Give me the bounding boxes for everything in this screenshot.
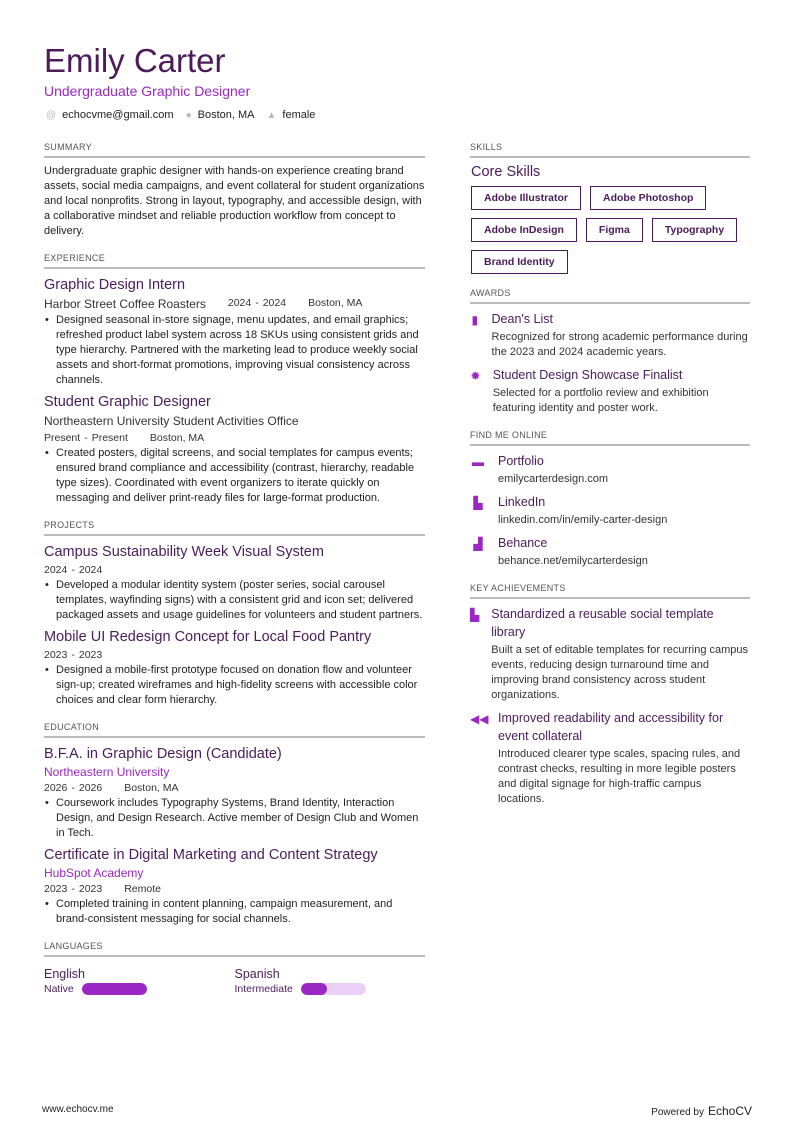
- entry-title: Student Graphic Designer: [44, 394, 211, 410]
- entry-bullet: • Coursework includes Typography Systems, Brand Identity, Interaction Design, and Design Research. Active member of Design Club and Women in Tech.: [45, 796, 425, 841]
- entry-title: Campus Sustainability Week Visual System: [44, 544, 324, 560]
- start-date: 2026: [44, 782, 68, 794]
- summary-section: [44, 142, 425, 239]
- skills-section: [470, 142, 750, 274]
- achievement-item: [470, 605, 750, 703]
- award-title: Student Design Showcase Finalist: [492, 368, 683, 382]
- summary-text: Undergraduate graphic designer with hands-on experience creating brand assets, social media campaigns, and event collateral for student organizations and local nonprofits. Strong in layout, typography, and accessible design, with a collaborative mindset and reliable production workflow from concept to delivery.: [44, 165, 425, 237]
- entry-bullet: • Designed seasonal in-store signage, menu updates, and email graphics; refreshed product label system across 18 SKUs using consistent grids and type hierarchy. Partnered with the marketing lead to produce weekly social assets and short-format promotions, improving visual consistency across channels.: [45, 313, 425, 388]
- email[interactable]: echocvme@gmail.com: [62, 109, 174, 121]
- skill-chip: Brand Identity: [471, 250, 568, 274]
- building-icon: ▮: [471, 313, 479, 327]
- section-heading: SKILLS: [470, 142, 750, 158]
- end-date: Present: [91, 432, 128, 444]
- award-item: [470, 366, 750, 416]
- location-pin-icon: ●: [185, 110, 192, 121]
- proficiency-fill: [82, 983, 147, 995]
- language-level: Intermediate: [234, 983, 293, 995]
- section-heading: KEY ACHIEVEMENTS: [470, 583, 750, 599]
- candidate-role: Undergraduate Graphic Designer: [44, 83, 251, 99]
- experience-entry: Student Graphic Designer Northeastern University Student Activities Office Present - Present Boston, MA • Created posters, digital screens, and social templates for campus events; ensured brand compliance and accessibility (contrast, hierarchy, readable type sizes). Coordinated with event organizers to iterate quickly on messaging and deliver print-ready files for large-format production.: [44, 392, 425, 506]
- footer-powered: [651, 1104, 752, 1118]
- end-date: 2026: [78, 782, 103, 794]
- language-level: Native: [44, 983, 74, 995]
- start-date: 2023: [44, 649, 68, 661]
- person-icon: ▲: [266, 110, 277, 121]
- language-item: [235, 963, 426, 995]
- at-icon: @: [46, 110, 57, 121]
- online-item: [470, 452, 750, 487]
- skill-chip: Typography: [652, 218, 737, 242]
- end-date: 2024: [262, 297, 287, 309]
- entry-bullet: • Developed a modular identity system (poster series, social carousel templates, wayfinding signs) with a consistent grid and icon set; delivered packaged assets and usage guidelines for volunteers and student partners.: [45, 578, 425, 623]
- brand-name: EchoCV: [707, 1104, 752, 1118]
- language-name: Spanish: [234, 967, 280, 981]
- section-heading: AWARDS: [470, 288, 750, 304]
- language-item: [44, 963, 235, 995]
- award-desc: Recognized for strong academic performance during the 2023 and 2024 academic years.: [491, 331, 748, 358]
- entry-org: Harbor Street Coffee Roasters: [44, 297, 206, 311]
- entry-org: HubSpot Academy: [44, 866, 144, 880]
- section-heading: SUMMARY: [44, 142, 425, 158]
- skill-chip: Figma: [586, 218, 643, 242]
- contact-row: [46, 109, 315, 121]
- online-url[interactable]: behance.net/emilycarterdesign: [498, 555, 648, 567]
- skill-chip: Adobe InDesign: [471, 218, 577, 242]
- entry-title: Mobile UI Redesign Concept for Local Food Pantry: [44, 629, 372, 645]
- awards-section: [470, 288, 750, 416]
- candidate-name: Emily Carter: [44, 42, 226, 79]
- experience-entry: Graphic Design Intern Harbor Street Coffee Roasters 2024 - 2024 Boston, MA • Designed seasonal in-store signage, menu updates, and email graphics; refreshed product label system across 18 SKUs using consistent grids and type hierarchy. Partnered with the marketing lead to produce weekly social assets and short-format promotions, improving visual consistency across channels.: [44, 275, 425, 388]
- education-entry: Certificate in Digital Marketing and Content Strategy HubSpot Academy 2023 - 2023 Remote • Completed training in content planning, campaign measurement, and brand-consistent messaging for social channels.: [44, 845, 425, 927]
- education-section: [44, 722, 425, 927]
- section-heading: EDUCATION: [44, 722, 425, 738]
- end-date: 2023: [78, 883, 103, 895]
- entry-org: Northeastern University: [44, 765, 170, 779]
- gear-icon: ✹: [470, 369, 481, 383]
- proficiency-bar: [82, 983, 147, 995]
- projects-section: [44, 520, 425, 708]
- skills-group-title: Core Skills: [471, 164, 541, 180]
- section-heading: EXPERIENCE: [44, 253, 425, 269]
- entry-location: Boston, MA: [149, 432, 205, 444]
- files-icon: ▟: [473, 537, 483, 551]
- start-date: Present: [44, 432, 81, 444]
- achievement-title: Standardized a reusable social template library: [491, 607, 714, 639]
- powered-by-text: Powered by: [651, 1107, 704, 1118]
- entry-bullet: • Created posters, digital screens, and social templates for campus events; ensured brand compliance and accessibility (contrast, hierarchy, readable type sizes). Coordinated with event organizers to iterate quickly on messaging and deliver print-ready files for large-format production.: [45, 446, 425, 506]
- entry-bullet: • Designed a mobile-first prototype focused on donation flow and volunteer sign-up; created wireframes and high-fidelity screens with accessible color choices and clear form hierarchy.: [45, 663, 425, 708]
- entry-location: Remote: [124, 883, 161, 895]
- entry-org: Northeastern University Student Activities Office: [44, 414, 299, 428]
- education-entry: B.F.A. in Graphic Design (Candidate) Northeastern University 2026 - 2026 Boston, MA • Coursework includes Typography Systems, Brand Identity, Interaction Design, and Design Research. Active member of Design Club and Women in Tech.: [44, 744, 425, 841]
- entry-title: Graphic Design Intern: [44, 277, 186, 293]
- project-entry: Campus Sustainability Week Visual System 2024 - 2024 • Developed a modular identity system (poster series, social carousel templates, wayfinding signs) with a consistent grid and icon set; delivered packaged assets and usage guidelines for volunteers and student partners.: [44, 542, 425, 623]
- entry-bullet: • Completed training in content planning, campaign measurement, and brand-consistent messaging for social channels.: [45, 897, 425, 927]
- entry-title: B.F.A. in Graphic Design (Candidate): [44, 746, 282, 762]
- entry-location: Boston, MA: [308, 297, 363, 309]
- right-column: [470, 142, 750, 821]
- achievements-section: [470, 583, 750, 807]
- gender: female: [282, 109, 316, 121]
- achievement-desc: Introduced clearer type scales, spacing rules, and contrast checks, resulting in more legible posters and digital signage for high-traffic campus locations.: [498, 748, 741, 805]
- file-icon: ▙: [470, 608, 480, 622]
- location: Boston, MA: [197, 109, 255, 121]
- file-plus-icon: ▙: [473, 496, 483, 510]
- achievement-item: [470, 709, 750, 807]
- award-desc: Selected for a portfolio review and exhibition featuring identity and poster work.: [492, 387, 709, 414]
- proficiency-bar: [301, 983, 366, 995]
- start-date: 2023: [44, 883, 68, 895]
- left-column: [44, 142, 425, 1009]
- experience-section: [44, 253, 425, 506]
- entry-title: Certificate in Digital Marketing and Content Strategy: [44, 847, 378, 863]
- entry-location: Boston, MA: [124, 782, 179, 794]
- start-date: 2024: [44, 564, 68, 576]
- card-icon: ▬: [472, 455, 484, 469]
- achievement-title: Improved readability and accessibility for event collateral: [498, 711, 724, 743]
- online-item: [470, 534, 750, 569]
- language-name: English: [44, 967, 85, 981]
- skill-chip: Adobe Photoshop: [590, 186, 706, 210]
- online-title: Behance: [498, 536, 548, 550]
- end-date: 2023: [78, 649, 103, 661]
- award-item: [470, 310, 750, 360]
- proficiency-fill: [301, 983, 327, 995]
- rewind-icon: ◀◀: [470, 712, 489, 726]
- section-heading: LANGUAGES: [44, 941, 425, 957]
- skill-chip: Adobe Illustrator: [471, 186, 581, 210]
- languages-section: [44, 941, 425, 995]
- achievement-desc: Built a set of editable templates for recurring campus events, reducing design turnaround time and improving brand consistency across student organizations.: [491, 644, 749, 701]
- online-url[interactable]: emilycarterdesign.com: [498, 473, 609, 485]
- section-heading: PROJECTS: [44, 520, 425, 536]
- online-title: LinkedIn: [498, 495, 546, 509]
- start-date: 2024: [227, 297, 252, 309]
- project-entry: Mobile UI Redesign Concept for Local Food Pantry 2023 - 2023 • Designed a mobile-first prototype focused on donation flow and volunteer sign-up; created wireframes and high-fidelity screens with accessible color choices and clear form hierarchy.: [44, 627, 425, 708]
- online-url[interactable]: linkedin.com/in/emily-carter-design: [498, 514, 668, 526]
- section-heading: FIND ME ONLINE: [470, 430, 750, 446]
- award-title: Dean's List: [491, 312, 553, 326]
- end-date: 2024: [78, 564, 103, 576]
- footer-website[interactable]: www.echocv.me: [42, 1104, 114, 1115]
- online-section: [470, 430, 750, 569]
- online-item: [470, 493, 750, 528]
- online-title: Portfolio: [498, 454, 544, 468]
